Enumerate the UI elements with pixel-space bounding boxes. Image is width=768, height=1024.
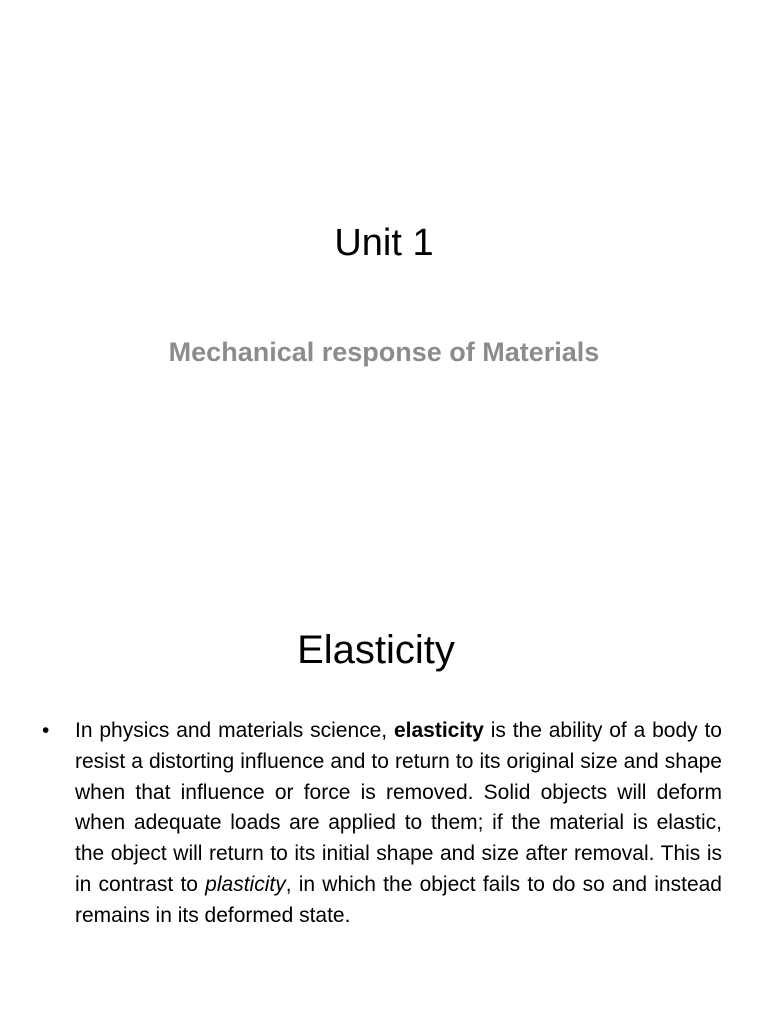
bullet-list xyxy=(42,716,722,932)
bullet-icon: • xyxy=(42,719,50,742)
italic-term: plasticity xyxy=(205,872,286,896)
paragraph-text: , in which the object fails to do so and instead remains in its deformed state. xyxy=(75,872,722,927)
list-item xyxy=(42,716,722,932)
section-title: Elasticity xyxy=(297,628,455,672)
bold-term: elasticity xyxy=(393,719,484,742)
paragraph-text: In physics and materials science, xyxy=(75,719,394,742)
page-title: Unit 1 xyxy=(334,222,434,264)
paragraph-text: is the ability of a body to resist a distorting influence and to return to its original size and shape when that influence or force is removed. Solid objects will deform when adequate loads are applied to them; if the material is elastic, the object will return to its initial shape and size after removal. This is in contrast to xyxy=(75,719,722,896)
page-subtitle: Mechanical response of Materials xyxy=(168,337,600,367)
